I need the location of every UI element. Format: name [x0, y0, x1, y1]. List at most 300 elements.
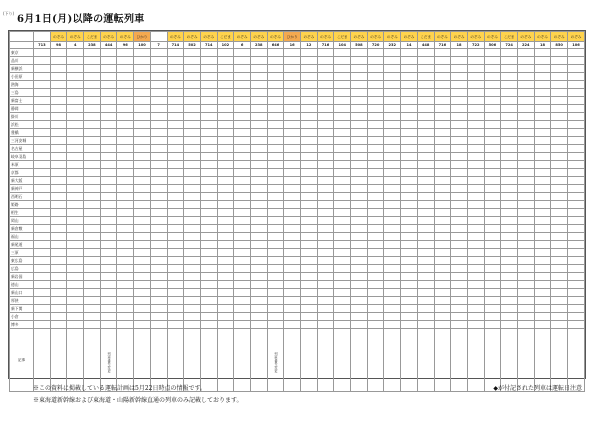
time-cell — [384, 297, 401, 305]
time-cell — [351, 185, 368, 193]
time-cell — [534, 265, 551, 273]
time-cell — [568, 233, 585, 241]
time-cell — [417, 257, 434, 265]
time-cell — [434, 281, 451, 289]
time-cell — [134, 273, 151, 281]
time-cell — [317, 145, 334, 153]
time-cell — [100, 105, 117, 113]
time-cell — [50, 49, 67, 57]
time-cell — [84, 217, 101, 225]
time-cell — [417, 129, 434, 137]
time-cell — [568, 273, 585, 281]
time-cell — [50, 121, 67, 129]
time-cell — [284, 81, 301, 89]
time-cell — [417, 225, 434, 233]
time-cell — [200, 129, 217, 137]
footnote-scope: ※東海道新幹線および東海道・山陽新幹線直通の列車のみ記載しております。 — [33, 397, 243, 404]
time-cell — [234, 201, 251, 209]
time-cell — [217, 89, 234, 97]
time-cell — [117, 281, 134, 289]
time-cell — [568, 241, 585, 249]
time-cell — [417, 57, 434, 65]
time-cell — [117, 65, 134, 73]
time-cell — [317, 305, 334, 313]
time-cell — [67, 193, 84, 201]
time-cell — [284, 185, 301, 193]
time-cell — [334, 249, 351, 257]
time-cell — [517, 233, 534, 241]
station-name: 三島 — [10, 89, 34, 97]
time-cell — [200, 153, 217, 161]
time-cell — [534, 209, 551, 217]
train-type-cell: のぞみ — [484, 32, 501, 42]
time-cell — [184, 129, 201, 137]
time-cell — [367, 97, 384, 105]
time-cell — [284, 289, 301, 297]
time-cell — [301, 289, 318, 297]
time-cell — [84, 65, 101, 73]
time-cell — [34, 161, 51, 169]
train-number: 716 — [317, 42, 334, 49]
time-cell — [517, 201, 534, 209]
time-cell — [34, 281, 51, 289]
time-cell — [451, 257, 468, 265]
time-cell — [250, 121, 267, 129]
time-cell — [434, 145, 451, 153]
time-cell — [267, 177, 284, 185]
time-cell — [34, 73, 51, 81]
time-cell — [534, 257, 551, 265]
time-cell — [334, 81, 351, 89]
timetable-grid — [9, 31, 585, 392]
time-cell — [351, 209, 368, 217]
time-cell — [301, 57, 318, 65]
train-number: 714 — [200, 42, 217, 49]
time-cell — [134, 169, 151, 177]
time-cell — [167, 145, 184, 153]
time-cell — [484, 177, 501, 185]
time-cell — [401, 129, 418, 137]
time-cell — [434, 297, 451, 305]
station-name: 掛川 — [10, 113, 34, 121]
time-cell — [417, 105, 434, 113]
time-cell — [50, 321, 67, 329]
time-cell — [150, 201, 167, 209]
time-cell — [250, 89, 267, 97]
time-cell — [217, 57, 234, 65]
time-cell — [167, 193, 184, 201]
time-cell — [484, 233, 501, 241]
time-cell — [117, 305, 134, 313]
time-cell — [84, 49, 101, 57]
time-cell — [284, 241, 301, 249]
time-cell — [150, 49, 167, 57]
time-cell — [150, 145, 167, 153]
time-cell — [534, 297, 551, 305]
time-cell — [117, 177, 134, 185]
time-cell — [334, 273, 351, 281]
time-cell — [84, 177, 101, 185]
time-cell — [317, 177, 334, 185]
time-cell — [200, 161, 217, 169]
train-type-cell: こだま — [501, 32, 518, 42]
station-name: 福山 — [10, 233, 34, 241]
train-number: 444 — [100, 42, 117, 49]
time-cell — [267, 169, 284, 177]
time-cell — [234, 177, 251, 185]
time-cell — [167, 113, 184, 121]
time-cell — [200, 201, 217, 209]
time-cell — [568, 193, 585, 201]
time-cell — [568, 265, 585, 273]
time-cell — [234, 105, 251, 113]
time-cell — [484, 161, 501, 169]
time-cell — [534, 217, 551, 225]
time-cell — [467, 121, 484, 129]
time-cell — [367, 209, 384, 217]
time-cell — [34, 185, 51, 193]
time-cell — [200, 57, 217, 65]
time-cell — [367, 305, 384, 313]
time-cell — [517, 153, 534, 161]
time-cell — [167, 297, 184, 305]
time-cell — [301, 249, 318, 257]
time-cell — [351, 313, 368, 321]
time-cell — [117, 49, 134, 57]
time-cell — [34, 121, 51, 129]
time-cell — [568, 153, 585, 161]
time-cell — [150, 89, 167, 97]
time-cell — [417, 153, 434, 161]
time-cell — [67, 161, 84, 169]
time-cell — [200, 313, 217, 321]
time-cell — [200, 193, 217, 201]
time-cell — [184, 289, 201, 297]
time-cell — [184, 249, 201, 257]
time-cell — [434, 193, 451, 201]
time-cell — [384, 65, 401, 73]
time-cell — [50, 105, 67, 113]
time-cell — [184, 153, 201, 161]
time-cell — [67, 145, 84, 153]
time-cell — [134, 249, 151, 257]
station-name: 東京 — [10, 49, 34, 57]
time-cell — [234, 257, 251, 265]
time-cell — [234, 169, 251, 177]
time-cell — [384, 153, 401, 161]
time-cell — [200, 137, 217, 145]
time-cell — [484, 201, 501, 209]
time-cell — [117, 297, 134, 305]
time-cell — [134, 193, 151, 201]
time-cell — [200, 209, 217, 217]
time-cell — [84, 57, 101, 65]
time-cell — [467, 161, 484, 169]
train-number: 98 — [50, 42, 67, 49]
time-cell — [317, 121, 334, 129]
time-cell — [568, 225, 585, 233]
time-cell — [434, 105, 451, 113]
time-cell — [334, 209, 351, 217]
time-cell — [517, 49, 534, 57]
time-cell — [334, 177, 351, 185]
time-cell — [50, 281, 67, 289]
time-cell — [367, 105, 384, 113]
time-cell — [67, 89, 84, 97]
time-cell — [334, 113, 351, 121]
time-cell — [84, 81, 101, 89]
time-cell — [134, 209, 151, 217]
time-cell — [167, 305, 184, 313]
time-cell — [551, 257, 568, 265]
time-cell — [417, 289, 434, 297]
time-cell — [517, 161, 534, 169]
remarks-cell — [317, 329, 334, 392]
time-cell — [351, 281, 368, 289]
time-cell — [234, 321, 251, 329]
time-cell — [250, 289, 267, 297]
time-cell — [467, 297, 484, 305]
time-cell — [184, 177, 201, 185]
time-cell — [117, 73, 134, 81]
time-cell — [434, 209, 451, 217]
time-cell — [351, 177, 368, 185]
time-cell — [351, 249, 368, 257]
station-name: 新倉敷 — [10, 225, 34, 233]
time-cell — [484, 81, 501, 89]
time-cell — [351, 81, 368, 89]
time-cell — [334, 73, 351, 81]
time-cell — [167, 161, 184, 169]
time-cell — [434, 89, 451, 97]
train-type-cell: のぞみ — [351, 32, 368, 42]
time-cell — [551, 81, 568, 89]
time-cell — [384, 57, 401, 65]
time-cell — [517, 65, 534, 73]
time-cell — [134, 73, 151, 81]
time-cell — [284, 57, 301, 65]
station-name: 新山口 — [10, 289, 34, 297]
time-cell — [234, 153, 251, 161]
time-cell — [250, 249, 267, 257]
time-cell — [534, 233, 551, 241]
time-cell — [301, 153, 318, 161]
time-cell — [234, 217, 251, 225]
time-cell — [284, 193, 301, 201]
time-cell — [217, 273, 234, 281]
time-cell — [234, 281, 251, 289]
train-number: 720 — [367, 42, 384, 49]
time-cell — [484, 313, 501, 321]
time-cell — [384, 281, 401, 289]
time-cell — [534, 313, 551, 321]
time-cell — [234, 73, 251, 81]
time-cell — [217, 305, 234, 313]
train-number: 12 — [301, 42, 318, 49]
time-cell — [484, 153, 501, 161]
time-cell — [34, 153, 51, 161]
time-cell — [100, 209, 117, 217]
time-cell — [234, 273, 251, 281]
time-cell — [267, 65, 284, 73]
time-cell — [267, 297, 284, 305]
time-cell — [384, 145, 401, 153]
time-cell — [551, 305, 568, 313]
time-cell — [384, 97, 401, 105]
time-cell — [217, 145, 234, 153]
time-cell — [451, 49, 468, 57]
time-cell — [451, 321, 468, 329]
time-cell — [317, 81, 334, 89]
time-cell — [568, 297, 585, 305]
time-cell — [501, 97, 518, 105]
time-cell — [401, 57, 418, 65]
time-cell — [568, 321, 585, 329]
time-cell — [367, 241, 384, 249]
time-cell — [217, 113, 234, 121]
time-cell — [317, 225, 334, 233]
time-cell — [84, 185, 101, 193]
time-cell — [200, 105, 217, 113]
time-cell — [351, 65, 368, 73]
time-cell — [34, 217, 51, 225]
time-cell — [134, 321, 151, 329]
time-cell — [467, 225, 484, 233]
time-cell — [568, 289, 585, 297]
train-type-cell: のぞみ — [184, 32, 201, 42]
time-cell — [534, 281, 551, 289]
time-cell — [317, 49, 334, 57]
time-cell — [467, 97, 484, 105]
time-cell — [67, 273, 84, 281]
station-name: 小田原 — [10, 73, 34, 81]
time-cell — [317, 137, 334, 145]
time-cell — [34, 137, 51, 145]
time-cell — [551, 57, 568, 65]
time-cell — [250, 177, 267, 185]
time-cell — [301, 185, 318, 193]
remarks-cell — [434, 329, 451, 392]
time-cell — [317, 233, 334, 241]
time-cell — [534, 289, 551, 297]
time-cell — [351, 89, 368, 97]
time-cell — [434, 113, 451, 121]
time-cell — [451, 305, 468, 313]
time-cell — [401, 89, 418, 97]
time-cell — [167, 97, 184, 105]
station-name: 静岡 — [10, 105, 34, 113]
time-cell — [100, 185, 117, 193]
time-cell — [417, 249, 434, 257]
time-cell — [184, 185, 201, 193]
time-cell — [34, 225, 51, 233]
time-cell — [134, 97, 151, 105]
time-cell — [134, 49, 151, 57]
time-cell — [217, 241, 234, 249]
time-cell — [267, 113, 284, 121]
time-cell — [50, 249, 67, 257]
time-cell — [134, 265, 151, 273]
time-cell — [534, 305, 551, 313]
time-cell — [217, 129, 234, 137]
time-cell — [234, 65, 251, 73]
time-cell — [551, 145, 568, 153]
time-cell — [84, 145, 101, 153]
time-cell — [267, 81, 284, 89]
time-cell — [267, 265, 284, 273]
time-cell — [284, 249, 301, 257]
time-cell — [434, 169, 451, 177]
time-cell — [284, 73, 301, 81]
time-cell — [234, 113, 251, 121]
time-cell — [551, 153, 568, 161]
time-cell — [451, 313, 468, 321]
time-cell — [517, 217, 534, 225]
time-cell — [84, 113, 101, 121]
time-cell — [267, 49, 284, 57]
time-cell — [34, 321, 51, 329]
time-cell — [217, 297, 234, 305]
time-cell — [50, 193, 67, 201]
time-cell — [551, 73, 568, 81]
time-cell — [568, 73, 585, 81]
time-cell — [417, 313, 434, 321]
time-cell — [50, 257, 67, 265]
time-cell — [234, 49, 251, 57]
time-cell — [517, 281, 534, 289]
time-cell — [351, 225, 368, 233]
time-cell — [451, 281, 468, 289]
time-cell — [84, 97, 101, 105]
time-cell — [134, 313, 151, 321]
time-cell — [451, 121, 468, 129]
time-cell — [301, 209, 318, 217]
train-number: 722 — [467, 42, 484, 49]
time-cell — [134, 297, 151, 305]
time-cell — [401, 241, 418, 249]
time-cell — [351, 305, 368, 313]
time-cell — [417, 137, 434, 145]
time-cell — [250, 137, 267, 145]
time-cell — [200, 97, 217, 105]
time-cell — [150, 249, 167, 257]
time-cell — [167, 89, 184, 97]
time-cell — [434, 73, 451, 81]
time-cell — [351, 217, 368, 225]
time-cell — [184, 137, 201, 145]
time-cell — [50, 65, 67, 73]
time-cell — [534, 129, 551, 137]
time-cell — [117, 169, 134, 177]
time-cell — [568, 89, 585, 97]
time-cell — [367, 65, 384, 73]
time-cell — [217, 233, 234, 241]
time-cell — [451, 145, 468, 153]
time-cell — [217, 321, 234, 329]
time-cell — [284, 233, 301, 241]
time-cell — [184, 49, 201, 57]
time-cell — [317, 169, 334, 177]
time-cell — [401, 153, 418, 161]
time-cell — [317, 113, 334, 121]
time-cell — [367, 153, 384, 161]
train-number: 232 — [384, 42, 401, 49]
train-type-cell: のぞみ — [167, 32, 184, 42]
time-cell — [351, 49, 368, 57]
time-cell — [384, 273, 401, 281]
station-name: 米原 — [10, 161, 34, 169]
time-cell — [234, 185, 251, 193]
